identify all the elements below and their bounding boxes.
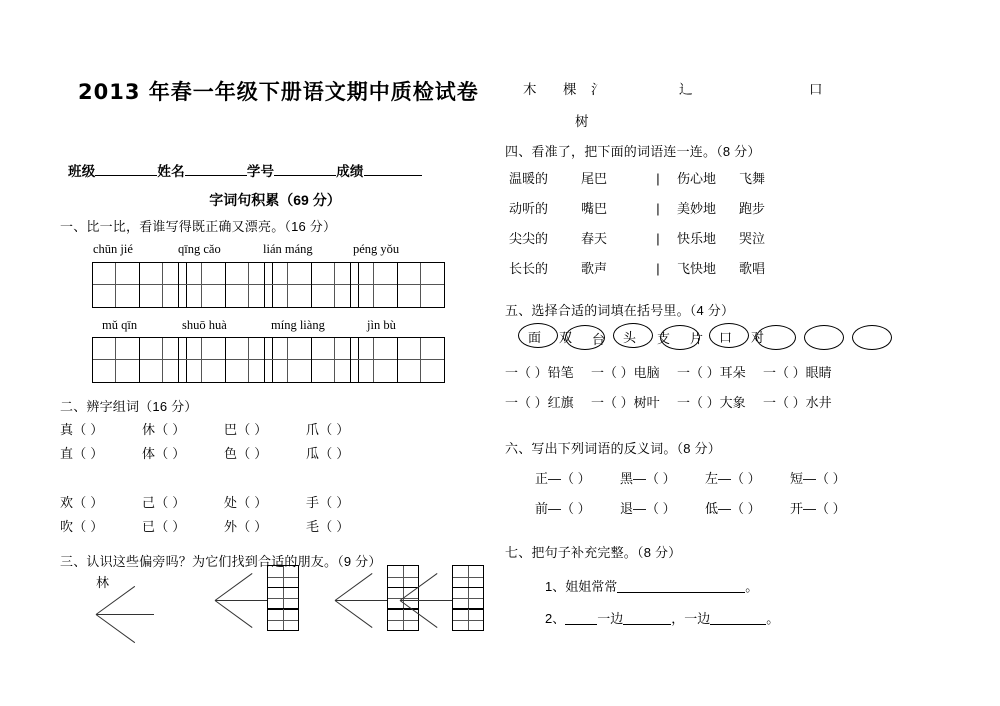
left-column — [60, 0, 490, 706]
antonym-di[interactable]: 低—（ ） — [705, 501, 761, 516]
radical-label-lin: 林 — [96, 575, 110, 590]
info-blank-id[interactable] — [274, 175, 336, 176]
bank-word-shuang: 双 — [559, 330, 573, 345]
match-divider-3: | — [656, 231, 660, 246]
section-5-line-2 — [505, 392, 849, 411]
bank-word-tou: 头 — [623, 330, 637, 345]
item-2-yibian-b: 一边 — [684, 611, 711, 626]
bank-word-kou: 口 — [719, 330, 733, 345]
info-label-name: 姓名 — [157, 164, 185, 179]
answer-box[interactable] — [267, 608, 299, 631]
section-6-line-2 — [535, 498, 875, 517]
match-verb-3[interactable]: 哭泣 — [739, 231, 766, 246]
section-7-heading: 七、把句子补充完整。（8 分） — [505, 545, 682, 560]
match-adj-2[interactable]: 动听的 — [509, 201, 549, 216]
char-pair-zhi[interactable]: 直（ ） — [60, 446, 104, 461]
quantifier-blank-computer[interactable]: 一（ ）电脑 — [591, 365, 660, 380]
antonym-zheng[interactable]: 正—（ ） — [535, 471, 591, 486]
char-pair-xiu[interactable]: 休（ ） — [142, 422, 186, 437]
char-pair-wai[interactable]: 外（ ） — [224, 519, 268, 534]
section-2-row-1 — [60, 419, 388, 438]
item-2-blank-a[interactable] — [623, 624, 671, 625]
pinyin-shuohua: shuō huà — [182, 318, 227, 332]
match-divider-2: | — [656, 201, 660, 216]
char-pair-mao[interactable]: 毛（ ） — [306, 519, 350, 534]
quantifier-blank-well[interactable]: 一（ ）水井 — [763, 395, 832, 410]
char-pair-ti[interactable]: 体（ ） — [142, 446, 186, 461]
char-pair-ba[interactable]: 巴（ ） — [224, 422, 268, 437]
info-label-class: 班级 — [68, 164, 96, 179]
info-label-id: 学号 — [246, 164, 275, 179]
quantifier-blank-eye[interactable]: 一（ ）眼睛 — [763, 365, 832, 380]
match-noun-3[interactable]: 春天 — [581, 231, 608, 246]
match-noun-2[interactable]: 嘴巴 — [581, 201, 608, 216]
antonym-tui[interactable]: 退—（ ） — [620, 501, 676, 516]
char-pair-se[interactable]: 色（ ） — [224, 446, 268, 461]
char-pair-zhen[interactable]: 真（ ） — [60, 422, 104, 437]
match-adj-3[interactable]: 尖尖的 — [509, 231, 549, 246]
answer-box[interactable] — [452, 587, 484, 610]
tianzige-word-pengyou[interactable] — [350, 262, 445, 308]
tianzige-word-chunjie[interactable] — [92, 262, 187, 308]
answer-box[interactable] — [267, 565, 299, 588]
match-noun-1[interactable]: 尾巴 — [581, 171, 608, 186]
match-row-3 — [509, 228, 765, 247]
match-adv-3[interactable]: 快乐地 — [677, 231, 717, 246]
bank-word-tai: 台 — [592, 332, 606, 347]
section-6-line-1 — [535, 468, 875, 487]
radical-shuizi: 氵 — [591, 82, 605, 97]
antonym-kai[interactable]: 开—（ ） — [790, 501, 846, 516]
item-1-blank[interactable] — [617, 592, 745, 593]
section-3-heading: 三、认识这些偏旁吗？为它们找到合适的朋友。（9 分） — [60, 554, 382, 569]
answer-box-stack-4[interactable] — [452, 565, 484, 630]
section-6-heading: 六、写出下列词语的反义词。（8 分） — [505, 441, 721, 456]
char-pair-chu[interactable]: 处（ ） — [224, 495, 268, 510]
match-verb-2[interactable]: 跑步 — [739, 201, 766, 216]
answer-box-stack-2[interactable] — [267, 565, 299, 630]
item-1-number: 1、 — [545, 579, 566, 594]
char-pair-huan[interactable]: 欢（ ） — [60, 495, 104, 510]
match-divider-4: | — [656, 261, 660, 276]
match-verb-4[interactable]: 歌唱 — [739, 261, 766, 276]
match-adv-2[interactable]: 美妙地 — [677, 201, 717, 216]
pinyin-jinbu: jìn bù — [367, 318, 396, 332]
char-pair-ji[interactable]: 己（ ） — [142, 495, 186, 510]
match-row-1 — [509, 168, 765, 187]
section-2-row-2 — [60, 443, 388, 462]
char-pair-yi[interactable]: 已（ ） — [142, 519, 186, 534]
match-adj-4[interactable]: 长长的 — [509, 261, 549, 276]
item-1-period: 。 — [745, 579, 759, 594]
match-adj-1[interactable]: 温暖的 — [509, 171, 549, 186]
radical-shu: 树 — [575, 114, 589, 129]
antonym-hei[interactable]: 黑—（ ） — [620, 471, 676, 486]
match-noun-4[interactable]: 歌声 — [581, 261, 608, 276]
tianzige-word-lianmang[interactable] — [264, 262, 359, 308]
match-verb-1[interactable]: 飞舞 — [739, 171, 766, 186]
section-7-item-1 — [545, 576, 758, 595]
radical-chuo: 辶 — [679, 82, 693, 97]
bank-word-mian: 面 — [528, 330, 542, 345]
right-column — [505, 0, 945, 706]
answer-box[interactable] — [452, 565, 484, 588]
bank-word-zhi: 支 — [657, 331, 671, 346]
match-row-2 — [509, 198, 765, 217]
answer-box[interactable] — [452, 608, 484, 631]
section-1-heading: 一、比一比，看谁写得既正确又漂亮。（16 分） — [60, 219, 337, 234]
item-2-yibian-a: 一边 — [597, 611, 624, 626]
char-pair-gua[interactable]: 瓜（ ） — [306, 446, 350, 461]
bank-word-pian: 片 — [690, 331, 704, 346]
antonym-duan[interactable]: 短—（ ） — [790, 471, 846, 486]
bank-oval-7[interactable] — [804, 325, 844, 350]
item-2-number: 2、 — [545, 611, 566, 626]
answer-box[interactable] — [387, 565, 419, 588]
item-2-blank-b[interactable] — [710, 624, 766, 625]
tianzige-word-jinbu[interactable] — [350, 337, 445, 383]
match-row-4 — [509, 258, 765, 277]
section-5-heading: 五、选择合适的词填在括号里。（4 分） — [505, 303, 735, 318]
match-divider-1: | — [656, 171, 660, 186]
page-title: 2013 年春一年级下册语文期中质检试卷 — [78, 80, 479, 104]
quantifier-blank-elephant[interactable]: 一（ ）大象 — [677, 395, 746, 410]
char-pair-chui[interactable]: 吹（ ） — [60, 519, 104, 534]
tianzige-word-muqin[interactable] — [92, 337, 187, 383]
info-label-score: 成绩 — [336, 164, 364, 179]
item-2-blank-subject[interactable] — [565, 624, 597, 625]
quantifier-blank-leaf[interactable]: 一（ ）树叶 — [591, 395, 660, 410]
section-2-heading: 二、辨字组词（16 分） — [60, 399, 198, 414]
item-2-period: 。 — [766, 611, 780, 626]
pinyin-lianmang: lián máng — [263, 242, 313, 256]
section-2-row-4 — [60, 516, 388, 535]
pinyin-pengyou: péng yǒu — [353, 242, 400, 256]
radical-ke: 棵 — [563, 82, 577, 97]
quantifier-blank-pencil[interactable]: 一（ ）铅笔 — [505, 365, 574, 380]
pinyin-chunjie: chūn jié — [93, 242, 133, 256]
answer-box[interactable] — [267, 587, 299, 610]
section-4-heading: 四、看准了，把下面的词语连一连。（8 分） — [505, 144, 761, 159]
match-adv-1[interactable]: 伤心地 — [677, 171, 717, 186]
section-7-item-2 — [545, 608, 779, 627]
char-pair-zhua[interactable]: 爪（ ） — [306, 422, 350, 437]
info-blank-class[interactable] — [95, 175, 157, 176]
quantifier-blank-ear[interactable]: 一（ ）耳朵 — [677, 365, 746, 380]
section-5-line-1 — [505, 362, 849, 381]
section-2-row-3 — [60, 492, 388, 511]
antonym-zuo[interactable]: 左—（ ） — [705, 471, 761, 486]
char-pair-shou[interactable]: 手（ ） — [306, 495, 350, 510]
part-title: 字词句积累（69 分） — [209, 192, 341, 208]
item-2-comma: ， — [671, 611, 685, 626]
info-blank-name[interactable] — [185, 175, 247, 176]
match-adv-4[interactable]: 飞快地 — [677, 261, 717, 276]
antonym-qian[interactable]: 前—（ ） — [535, 501, 591, 516]
pinyin-muqin: mǔ qīn — [102, 318, 138, 332]
tianzige-word-mingliang[interactable] — [264, 337, 359, 383]
tianzige-word-shuohua[interactable] — [178, 337, 273, 383]
radical-mu: 木 — [523, 82, 537, 97]
radical-kou: 口 — [809, 82, 823, 97]
info-blank-score[interactable] — [364, 175, 422, 176]
quantifier-blank-flag[interactable]: 一（ ）红旗 — [505, 395, 574, 410]
bank-word-dui: 对 — [751, 330, 765, 345]
pinyin-qingcao: qīng cǎo — [178, 242, 221, 256]
pinyin-mingliang: míng liàng — [271, 318, 325, 332]
student-info-line — [68, 160, 422, 180]
bank-oval-8[interactable] — [852, 325, 892, 350]
item-1-stem: 姐姐常常 — [565, 579, 618, 594]
tianzige-word-qingcao[interactable] — [178, 262, 273, 308]
top-radicals-row — [523, 78, 823, 98]
